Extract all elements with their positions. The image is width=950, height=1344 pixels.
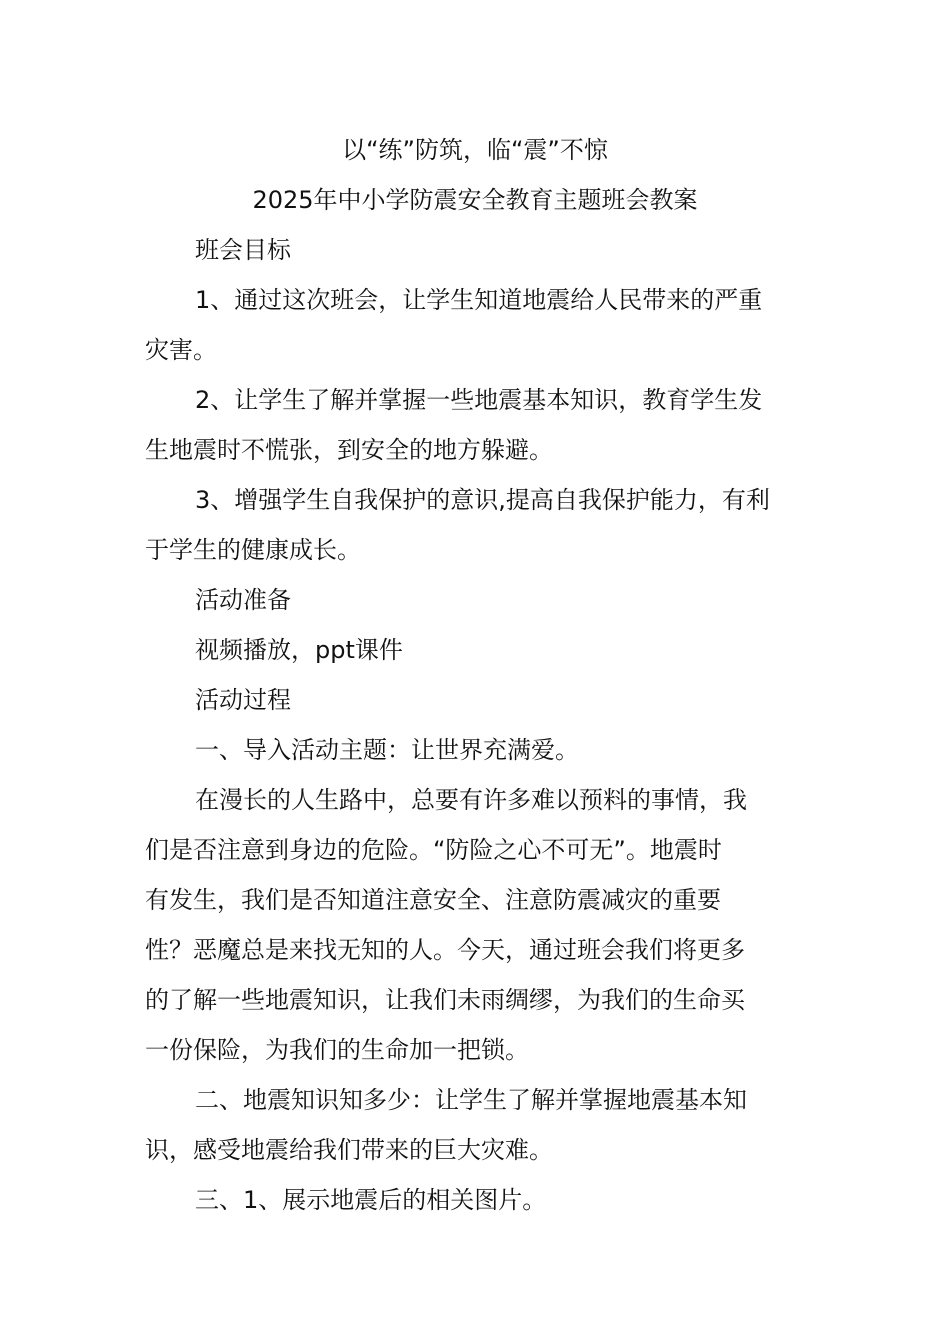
document-subtitle: 2025年中小学防震安全教育主题班会教案: [252, 186, 698, 214]
paragraph-line: 2、让学生了解并掌握一些地震基本知识，教育学生发: [195, 386, 763, 414]
paragraph-line: 一份保险，为我们的生命加一把锁。: [145, 1036, 529, 1064]
paragraph-line: 1、通过这次班会，让学生知道地震给人民带来的严重: [195, 286, 763, 314]
paragraph-line: 有发生，我们是否知道注意安全、注意防震减灾的重要: [145, 886, 721, 914]
paragraph-line: 灾害。: [145, 336, 217, 364]
paragraph-line: 于学生的健康成长。: [145, 536, 361, 564]
section-heading-preparation: 活动准备: [195, 586, 291, 614]
section-heading-goals: 班会目标: [195, 236, 291, 264]
section-heading-process: 活动过程: [195, 686, 291, 714]
paragraph-line: 3、增强学生自我保护的意识,提高自我保护能力，有利: [195, 486, 770, 514]
paragraph-line: 生地震时不慌张，到安全的地方躲避。: [145, 436, 553, 464]
paragraph-line: 性？恶魔总是来找无知的人。今天，通过班会我们将更多: [145, 936, 745, 964]
paragraph-line: 三、1、展示地震后的相关图片。: [195, 1186, 547, 1214]
paragraph-line: 们是否注意到身边的危险。“防险之心不可无”。地震时: [145, 836, 722, 864]
paragraph-line: 一、导入活动主题：让世界充满爱。: [195, 736, 579, 764]
paragraph-line: 二、地震知识知多少：让学生了解并掌握地震基本知: [195, 1086, 747, 1114]
paragraph-line: 识，感受地震给我们带来的巨大灾难。: [145, 1136, 553, 1164]
document-title: 以“练”防筑，临“震”不惊: [342, 136, 608, 164]
paragraph-line: 在漫长的人生路中，总要有许多难以预料的事情，我: [195, 786, 747, 814]
paragraph-line: 视频播放，ppt课件: [195, 636, 403, 664]
paragraph-line: 的了解一些地震知识，让我们未雨绸缪，为我们的生命买: [145, 986, 745, 1014]
